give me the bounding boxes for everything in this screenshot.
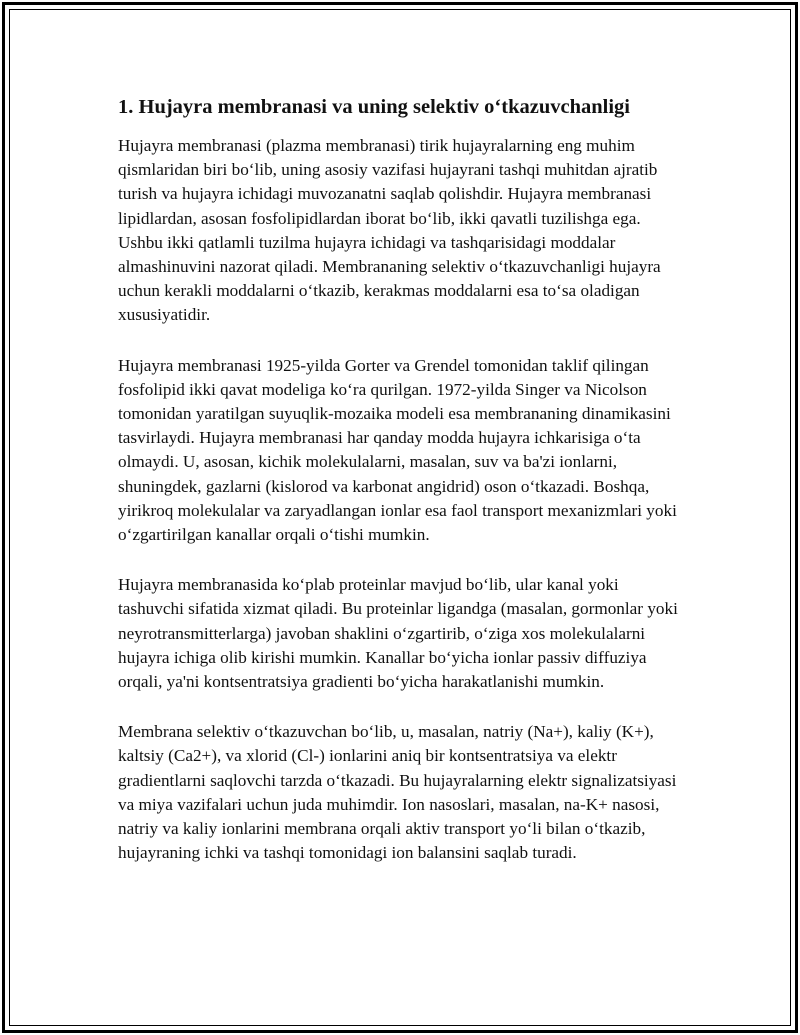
document-title: 1. Hujayra membranasi va uning selektiv oʻtkazuvchanligi — [118, 96, 630, 118]
document-body — [118, 92, 688, 891]
paragraph-4: Membrana selektiv oʻtkazuvchan boʻlib, u, masalan, natriy (Na+), kaliy (K+), kaltsiy (Ca2+), va xlorid (Cl-) ionlarini aniq bir kontsentratsiya va elektr gradientlarni saqlovchi tarzda oʻtkazadi. Bu hujayralarning elektr signalizatsiyasi va miya vazifalari uchun juda muhimdir. Ion nasoslari, masalan, na-K+ nasosi, natriy va kaliy ionlarini membrana orqali aktiv transport yoʻli bilan oʻtkazib, hujayraning ichki va tashqi tomonidagi ion balansini saqlab turadi. — [118, 722, 677, 863]
paragraph-1: Hujayra membranasi (plazma membranasi) tirik hujayralarning eng muhim qismlaridan biri boʻlib, uning asosiy vazifasi hujayrani tashqi muhitdan ajratib turish va hujayra ichidagi muvozanatni saqlab qolishdir. Hujayra membranasi lipidlardan, asosan fosfolipidlardan iborat boʻlib, ikki qavatli tuzilishga ega. Ushbu ikki qatlamli tuzilma hujayra ichidagi va tashqarisidagi moddalar almashinuvini nazorat qiladi. Membrananing selektiv oʻtkazuvchanligi hujayra uchun kerakli moddalarni oʻtkazib, kerakmas moddalarni esa toʻsa oladigan xususiyatidir. — [118, 136, 661, 325]
paragraph-3: Hujayra membranasida koʻplab proteinlar mavjud boʻlib, ular kanal yoki tashuvchi sifatida xizmat qiladi. Bu proteinlar ligandga (masalan, gormonlar yoki neyrotransmitterlarga) javoban shaklini oʻzgartirib, oʻziga xos molekulalarni hujayra ichiga olib kirishi mumkin. Kanallar boʻyicha ionlar passiv diffuziya orqali, ya'ni kontsentratsiya gradienti boʻyicha harakatlanishi mumkin. — [118, 575, 678, 692]
paragraph-2: Hujayra membranasi 1925-yilda Gorter va Grendel tomonidan taklif qilingan fosfolipid ikki qavat modeliga koʻra qurilgan. 1972-yilda Singer va Nicolson tomonidan yaratilgan suyuqlik-mozaika modeli esa membrananing dinamikasini tasvirlaydi. Hujayra membranasi har qanday modda hujayra ichkarisiga oʻta olmaydi. U, asosan, kichik molekulalarni, masalan, suv va ba'zi ionlarni, shuningdek, gazlarni (kislorod va karbonat angidrid) oson oʻtkazadi. Boshqa, yirikroq molekulalar va zaryadlangan ionlar esa faol transport mexanizmlari yoki oʻzgartirilgan kanallar orqali oʻtishi mumkin. — [118, 355, 677, 545]
